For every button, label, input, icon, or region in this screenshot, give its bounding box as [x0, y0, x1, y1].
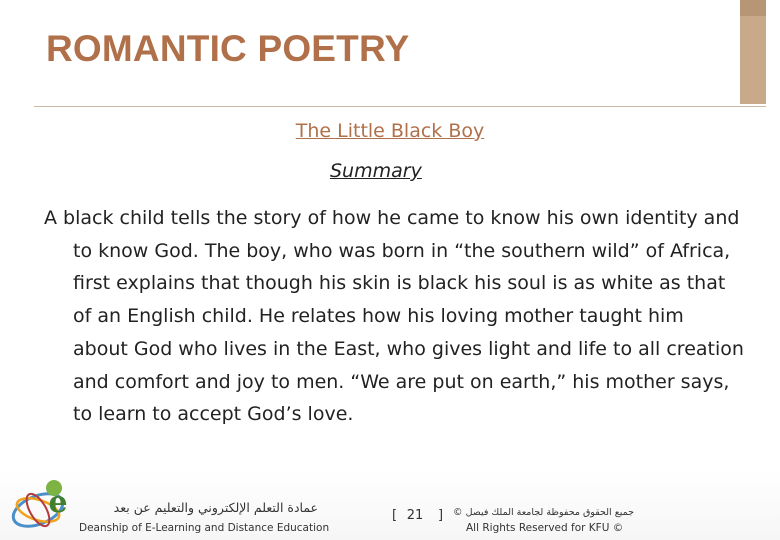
summary-body: A black child tells the story of how he came to know his own identity and to know God. The boy, who was born in “the southern wild” of Africa, first explains that though his skin is black his soul is as white as that of an English child. He relates how his loving mother taught him about God who lives in the East, who gives light and life to all creation and comfort and joy to men. “We are put on earth,” his mother says, to learn to accept God’s love. — [44, 207, 744, 426]
deanship-logo-icon — [8, 474, 74, 536]
deanship-name-english: Deanship of E-Learning and Distance Education — [79, 522, 330, 534]
deanship-name-arabic: عمادة التعلم الإلكتروني والتعليم عن بعد — [113, 500, 318, 515]
logo-letter: e — [48, 485, 68, 520]
copyright-english: All Rights Reserved for KFU © — [466, 522, 624, 534]
copyright-arabic: جميع الحقوق محفوظة لجامعة الملك فيصل © — [453, 507, 634, 518]
title-divider — [34, 106, 766, 107]
slide-title: ROMANTIC POETRY — [46, 28, 410, 69]
page-bracket-open: [ — [392, 508, 398, 523]
page-number: 21 — [406, 508, 424, 523]
summary-label: Summary — [330, 160, 422, 182]
poem-title: The Little Black Boy — [295, 120, 485, 142]
accent-bar-top — [740, 0, 766, 16]
page-bracket-close: ] — [438, 508, 444, 523]
